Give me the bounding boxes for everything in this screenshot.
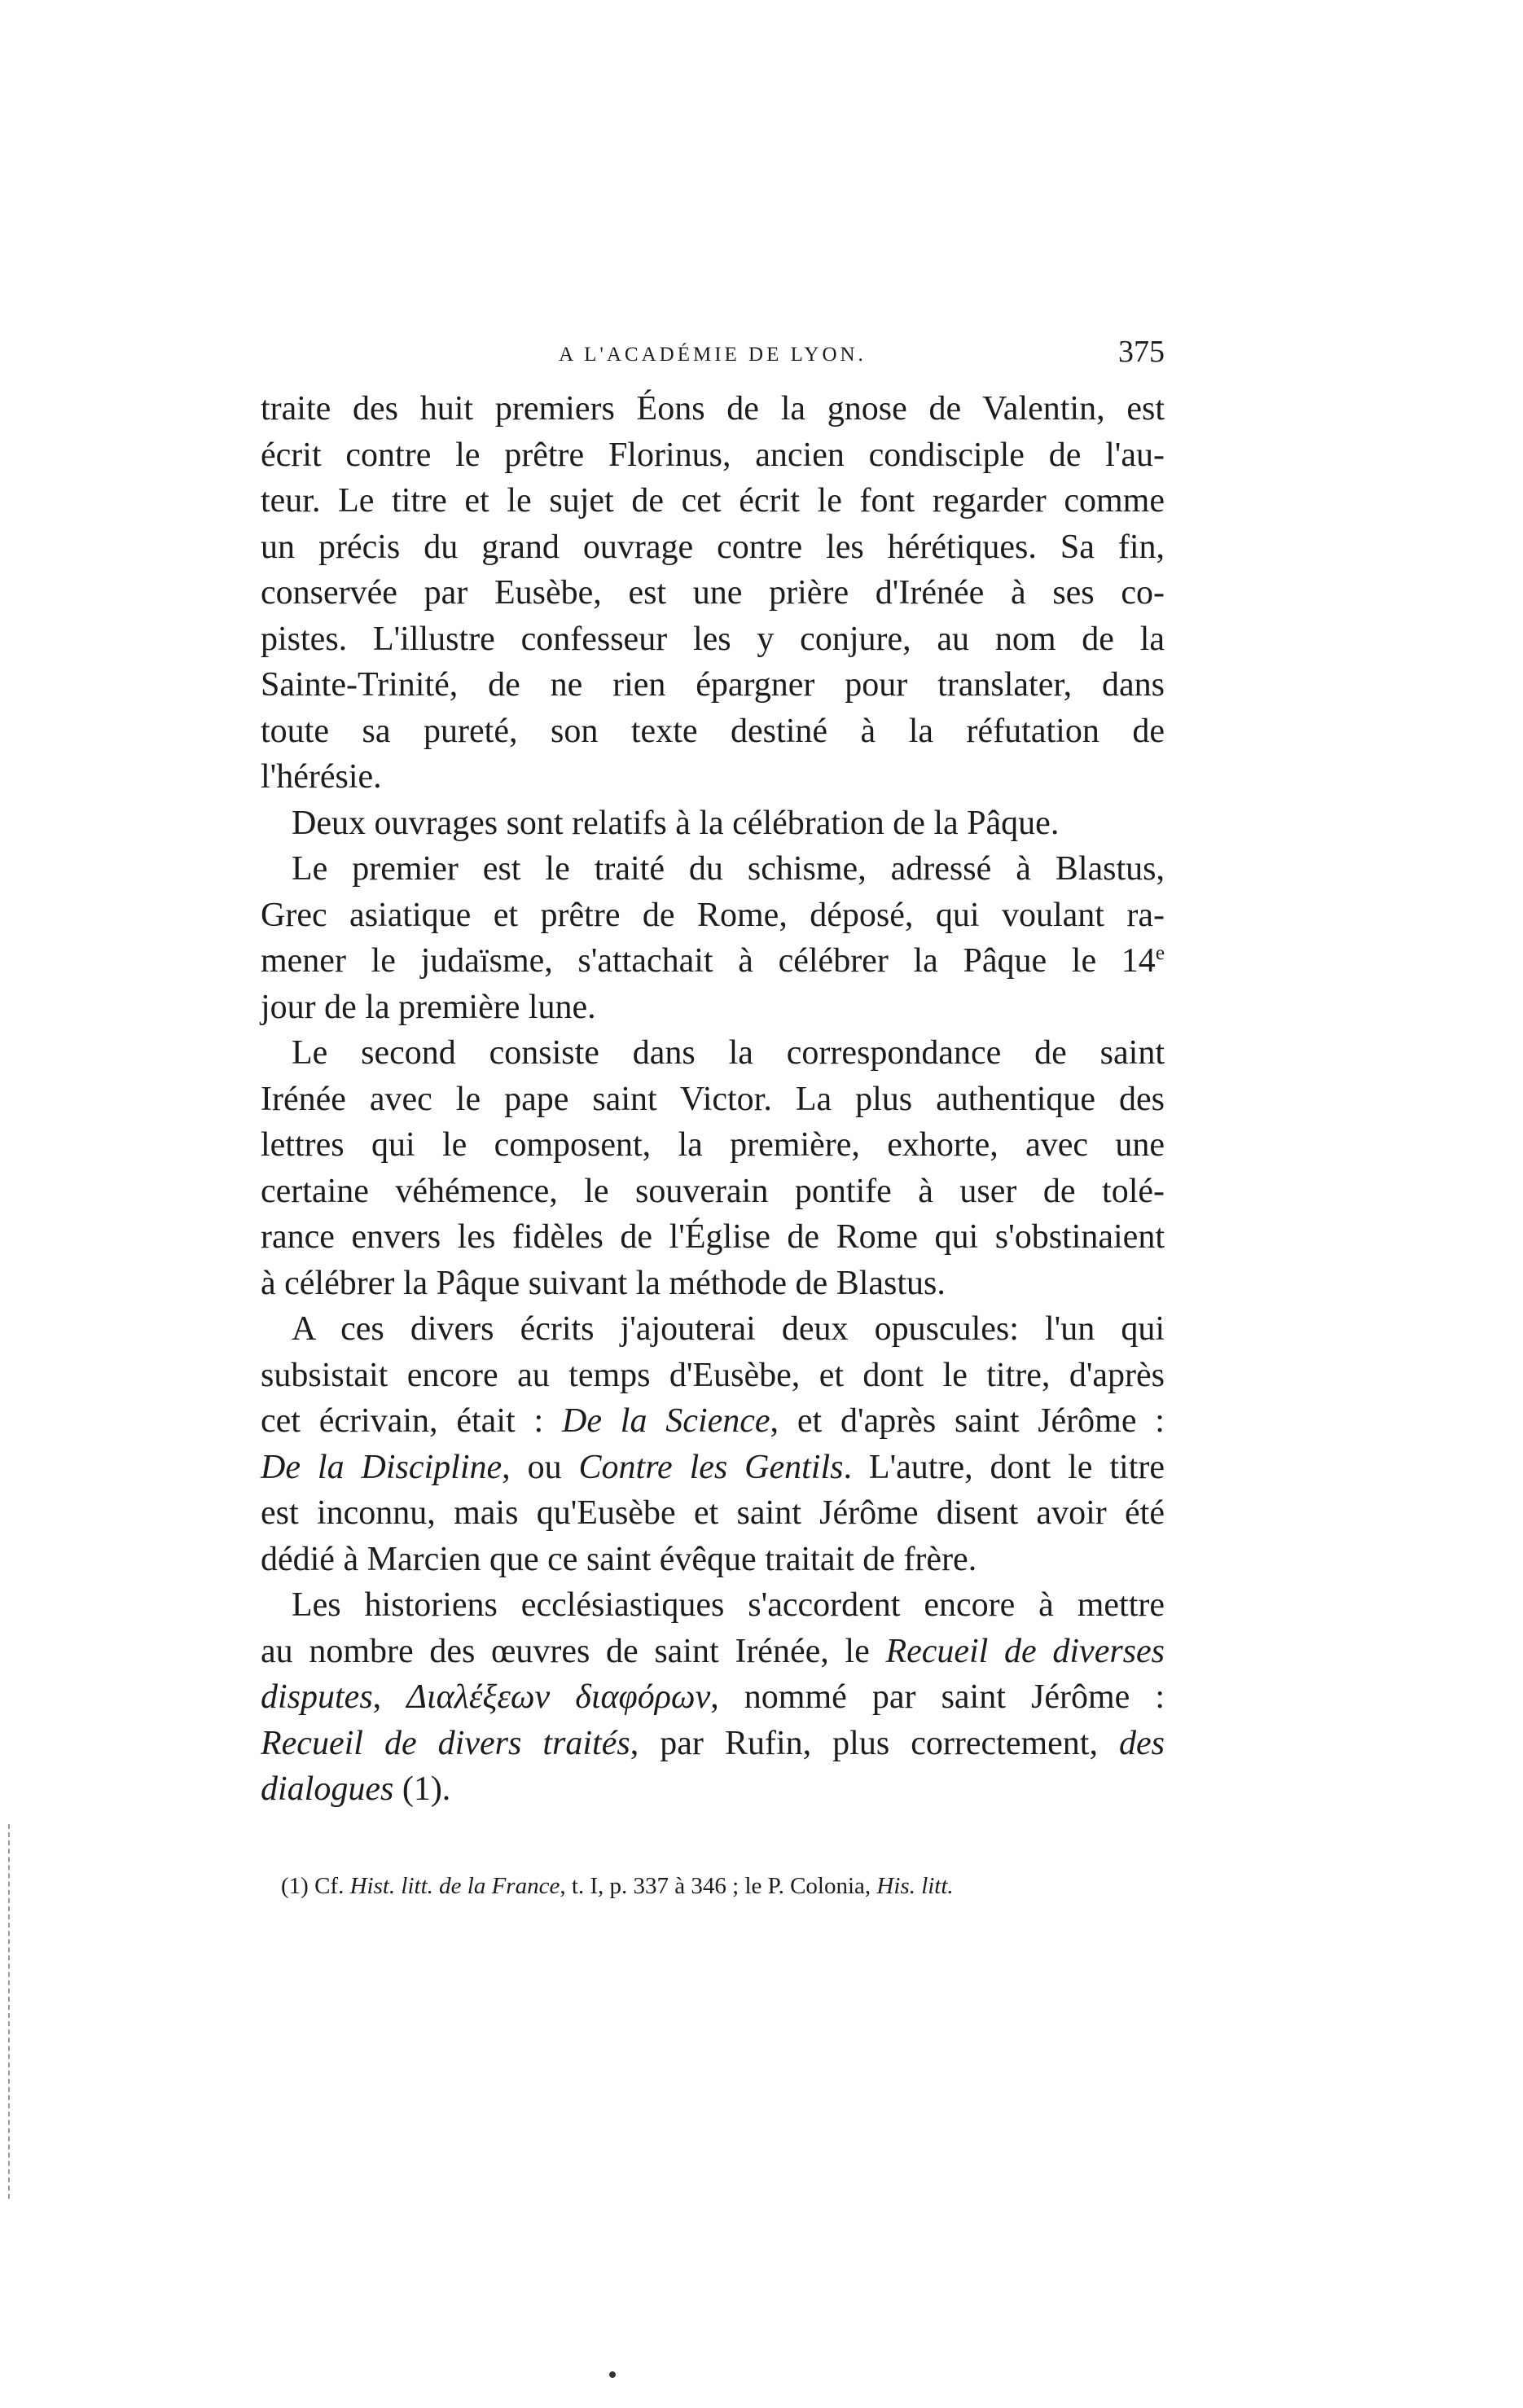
text-line: toute sa pureté, son texte destiné à la réfutation de xyxy=(261,712,1165,750)
paragraph-3 xyxy=(261,846,1165,1030)
text-line: conservée par Eusèbe, est une prière d'Irénée à ses co- xyxy=(261,574,1165,612)
footnote-ref: , t. I, p. 337 à 346 ; le P. Colonia, xyxy=(560,1873,877,1899)
text-line: lettres qui le composent, la première, exhorte, avec une xyxy=(261,1126,1165,1164)
italic-title: Recueil de diverses xyxy=(885,1632,1165,1670)
running-title: A L'ACADÉMIE DE LYON. xyxy=(559,344,867,366)
paragraph-1 xyxy=(261,386,1165,800)
text-line: rance envers les fidèles de l'Église de Rome qui s'obstinaient xyxy=(261,1218,1165,1256)
text-run: . L'autre, dont le titre xyxy=(843,1448,1165,1486)
text-run: , xyxy=(372,1678,407,1716)
text-run: mener le judaïsme, s'attachait à célébrer la Pâque le 14 xyxy=(261,942,1156,980)
italic-title: des xyxy=(1119,1724,1165,1762)
text-line xyxy=(261,1629,1165,1675)
footnote-work-2: His. litt. xyxy=(876,1873,954,1899)
text-line: dédié à Marcien que ce saint évêque traitait de frère. xyxy=(261,1540,977,1578)
text-line xyxy=(261,1674,1165,1721)
superscript: e xyxy=(1155,942,1165,964)
footnote-work: Hist. litt. de la France xyxy=(349,1873,560,1899)
scan-speck xyxy=(609,2371,616,2378)
text-line: Le second consiste dans la correspondance de saint xyxy=(292,1034,1165,1072)
italic-title: disputes xyxy=(261,1678,373,1716)
text-line: certaine véhémence, le souverain pontife à user de tolé- xyxy=(261,1172,1165,1210)
text-line xyxy=(261,938,1165,985)
paragraph-2 xyxy=(261,800,1165,847)
text-line: Deux ouvrages sont relatifs à la célébration de la Pâque. xyxy=(292,804,1060,842)
text-line: A ces divers écrits j'ajouterai deux opuscules: l'un qui xyxy=(292,1310,1165,1348)
text-run: , par Rufin, plus correctement, xyxy=(630,1724,1119,1762)
italic-title: De la Science xyxy=(562,1402,770,1440)
text-line: est inconnu, mais qu'Eusèbe et saint Jérôme disent avoir été xyxy=(261,1494,1165,1532)
text-line: écrit contre le prêtre Florinus, ancien condisciple de l'au- xyxy=(261,436,1165,474)
text-line: traite des huit premiers Éons de la gnose de Valentin, est xyxy=(261,390,1165,428)
italic-title: Recueil de divers traités xyxy=(261,1724,630,1762)
italic-title: De la Discipline xyxy=(261,1448,503,1486)
text-line xyxy=(261,1398,1165,1445)
text-line xyxy=(261,1445,1165,1491)
text-line: subsistait encore au temps d'Eusèbe, et dont le titre, d'après xyxy=(261,1356,1165,1394)
text-line: pistes. L'illustre confesseur les y conjure, au nom de la xyxy=(261,620,1165,658)
text-run: , et d'après saint Jérôme : xyxy=(770,1402,1165,1440)
greek-title: Διαλέξεων διαφόρων xyxy=(406,1678,711,1716)
body-text xyxy=(261,386,1165,1813)
text-line: à célébrer la Pâque suivant la méthode de Blastus. xyxy=(261,1264,946,1302)
page-number: 375 xyxy=(1118,335,1165,369)
italic-title: Contre les Gentils xyxy=(578,1448,844,1486)
running-head xyxy=(261,334,1165,375)
footnote xyxy=(281,1873,1169,1900)
text-line: l'hérésie. xyxy=(261,758,382,796)
text-line: Les historiens ecclésiastiques s'accordent encore à mettre xyxy=(292,1586,1165,1624)
text-run: , nommé par saint Jérôme : xyxy=(710,1678,1165,1716)
text-run: au nombre des œuvres de saint Irénée, le xyxy=(261,1632,886,1670)
text-line: Grec asiatique et prêtre de Rome, déposé, qui voulant ra- xyxy=(261,896,1165,934)
text-line: Irénée avec le pape saint Victor. La plus authentique des xyxy=(261,1080,1165,1118)
text-run: cet écrivain, était : xyxy=(261,1402,562,1440)
paragraph-4 xyxy=(261,1030,1165,1306)
text-line xyxy=(261,1721,1165,1767)
text-line xyxy=(261,1766,1165,1813)
footnote-marker: (1) Cf. xyxy=(281,1873,350,1899)
text-line: Le premier est le traité du schisme, adressé à Blastus, xyxy=(292,850,1165,888)
footnote-reference: (1). xyxy=(393,1770,451,1808)
text-line: Sainte-Trinité, de ne rien épargner pour translater, dans xyxy=(261,666,1165,704)
italic-title: dialogues xyxy=(261,1770,394,1808)
text-line: jour de la première lune. xyxy=(261,988,596,1026)
text-line: teur. Le titre et le sujet de cet écrit le font regarder comme xyxy=(261,482,1165,520)
paragraph-6 xyxy=(261,1582,1165,1813)
paragraph-5 xyxy=(261,1306,1165,1582)
text-run: , ou xyxy=(502,1448,579,1486)
margin-scan-marks xyxy=(8,1824,13,2199)
text-line: un précis du grand ouvrage contre les hérétiques. Sa fin, xyxy=(261,528,1165,566)
